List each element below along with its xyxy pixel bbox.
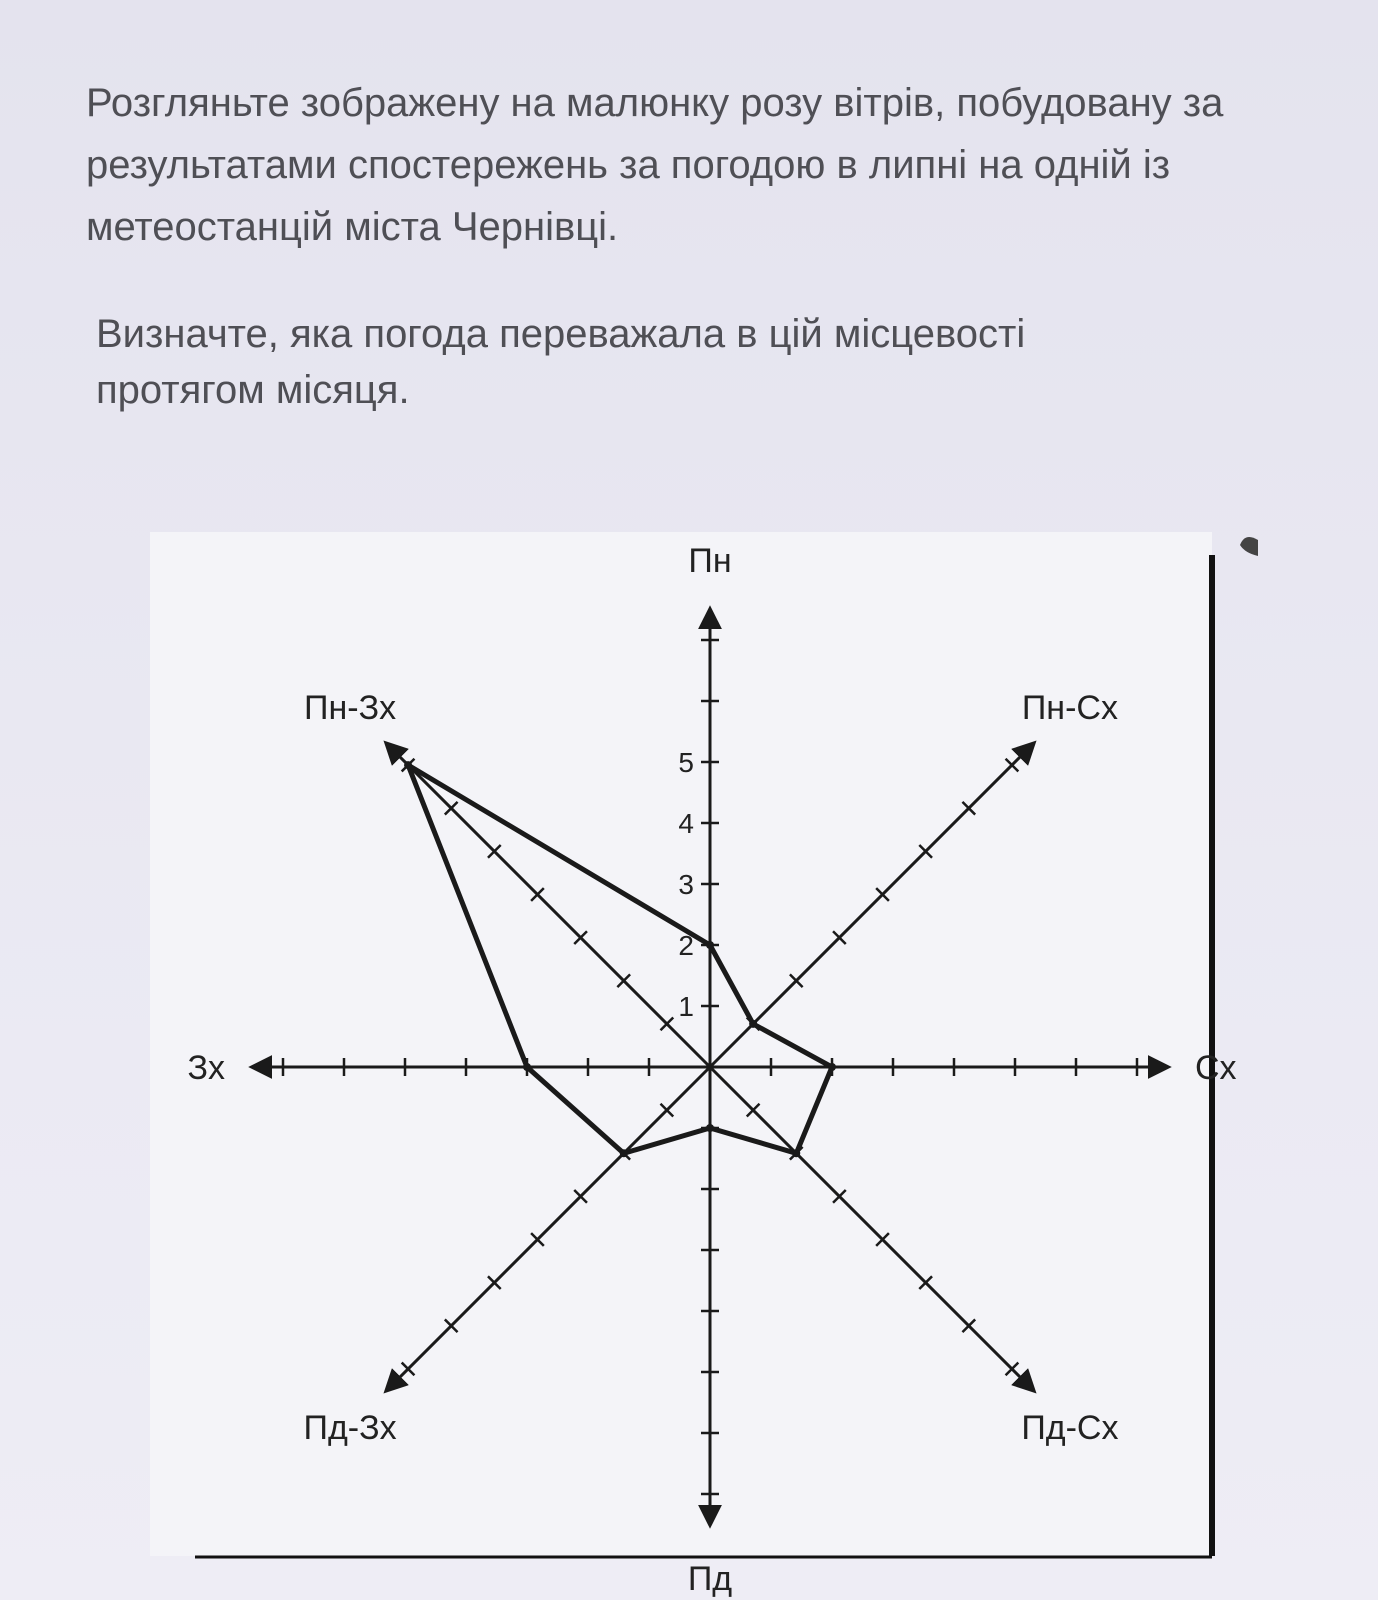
tick-label-3: 3 <box>678 869 694 900</box>
rose-vertex-nw <box>404 761 412 769</box>
rose-vertex-e <box>828 1063 836 1071</box>
wind-rose-axes <box>253 610 1167 1524</box>
wind-rose-tick-labels <box>678 747 694 1022</box>
rose-vertex-s <box>706 1124 714 1132</box>
axis-nw <box>387 744 710 1067</box>
direction-label-n: Пн <box>688 542 732 580</box>
axis-sw <box>387 1067 710 1390</box>
rose-vertex-sw <box>620 1149 628 1157</box>
wind-rose-vertices <box>404 761 836 1157</box>
question-intro: Розгляньте зображену на малюнку розу вітрів, побудовану за результатами спостережень за погодою в липні на одній із метеостанцій міста Чернівці. <box>86 81 1224 249</box>
rose-vertex-se <box>792 1149 800 1157</box>
rose-vertex-n <box>706 941 714 949</box>
direction-label-se: Пд-Сх <box>1021 1408 1119 1447</box>
direction-label-e: Сх <box>1195 1049 1237 1087</box>
direction-label-ne: Пн-Сх <box>1021 689 1118 728</box>
wind-rose-polygon <box>408 765 832 1153</box>
direction-label-sw: Пд-Зх <box>303 1408 397 1447</box>
figure-corner-curl <box>1240 537 1258 556</box>
axis-se <box>710 1067 1033 1390</box>
axis-ne <box>710 744 1033 1067</box>
direction-label-w: Зх <box>187 1049 225 1087</box>
rose-vertex-ne <box>749 1020 757 1028</box>
tick-label-5: 5 <box>678 747 694 778</box>
tick-label-2: 2 <box>678 930 694 961</box>
question-task: Визначте, яка погода переважала в цій місцевості протягом місяця. <box>96 312 1026 412</box>
direction-label-nw: Пн-Зх <box>304 689 397 728</box>
tick-label-4: 4 <box>678 808 694 839</box>
direction-label-s: Пд <box>687 1560 733 1598</box>
tick-label-1: 1 <box>678 991 694 1022</box>
rose-vertex-w <box>523 1063 531 1071</box>
